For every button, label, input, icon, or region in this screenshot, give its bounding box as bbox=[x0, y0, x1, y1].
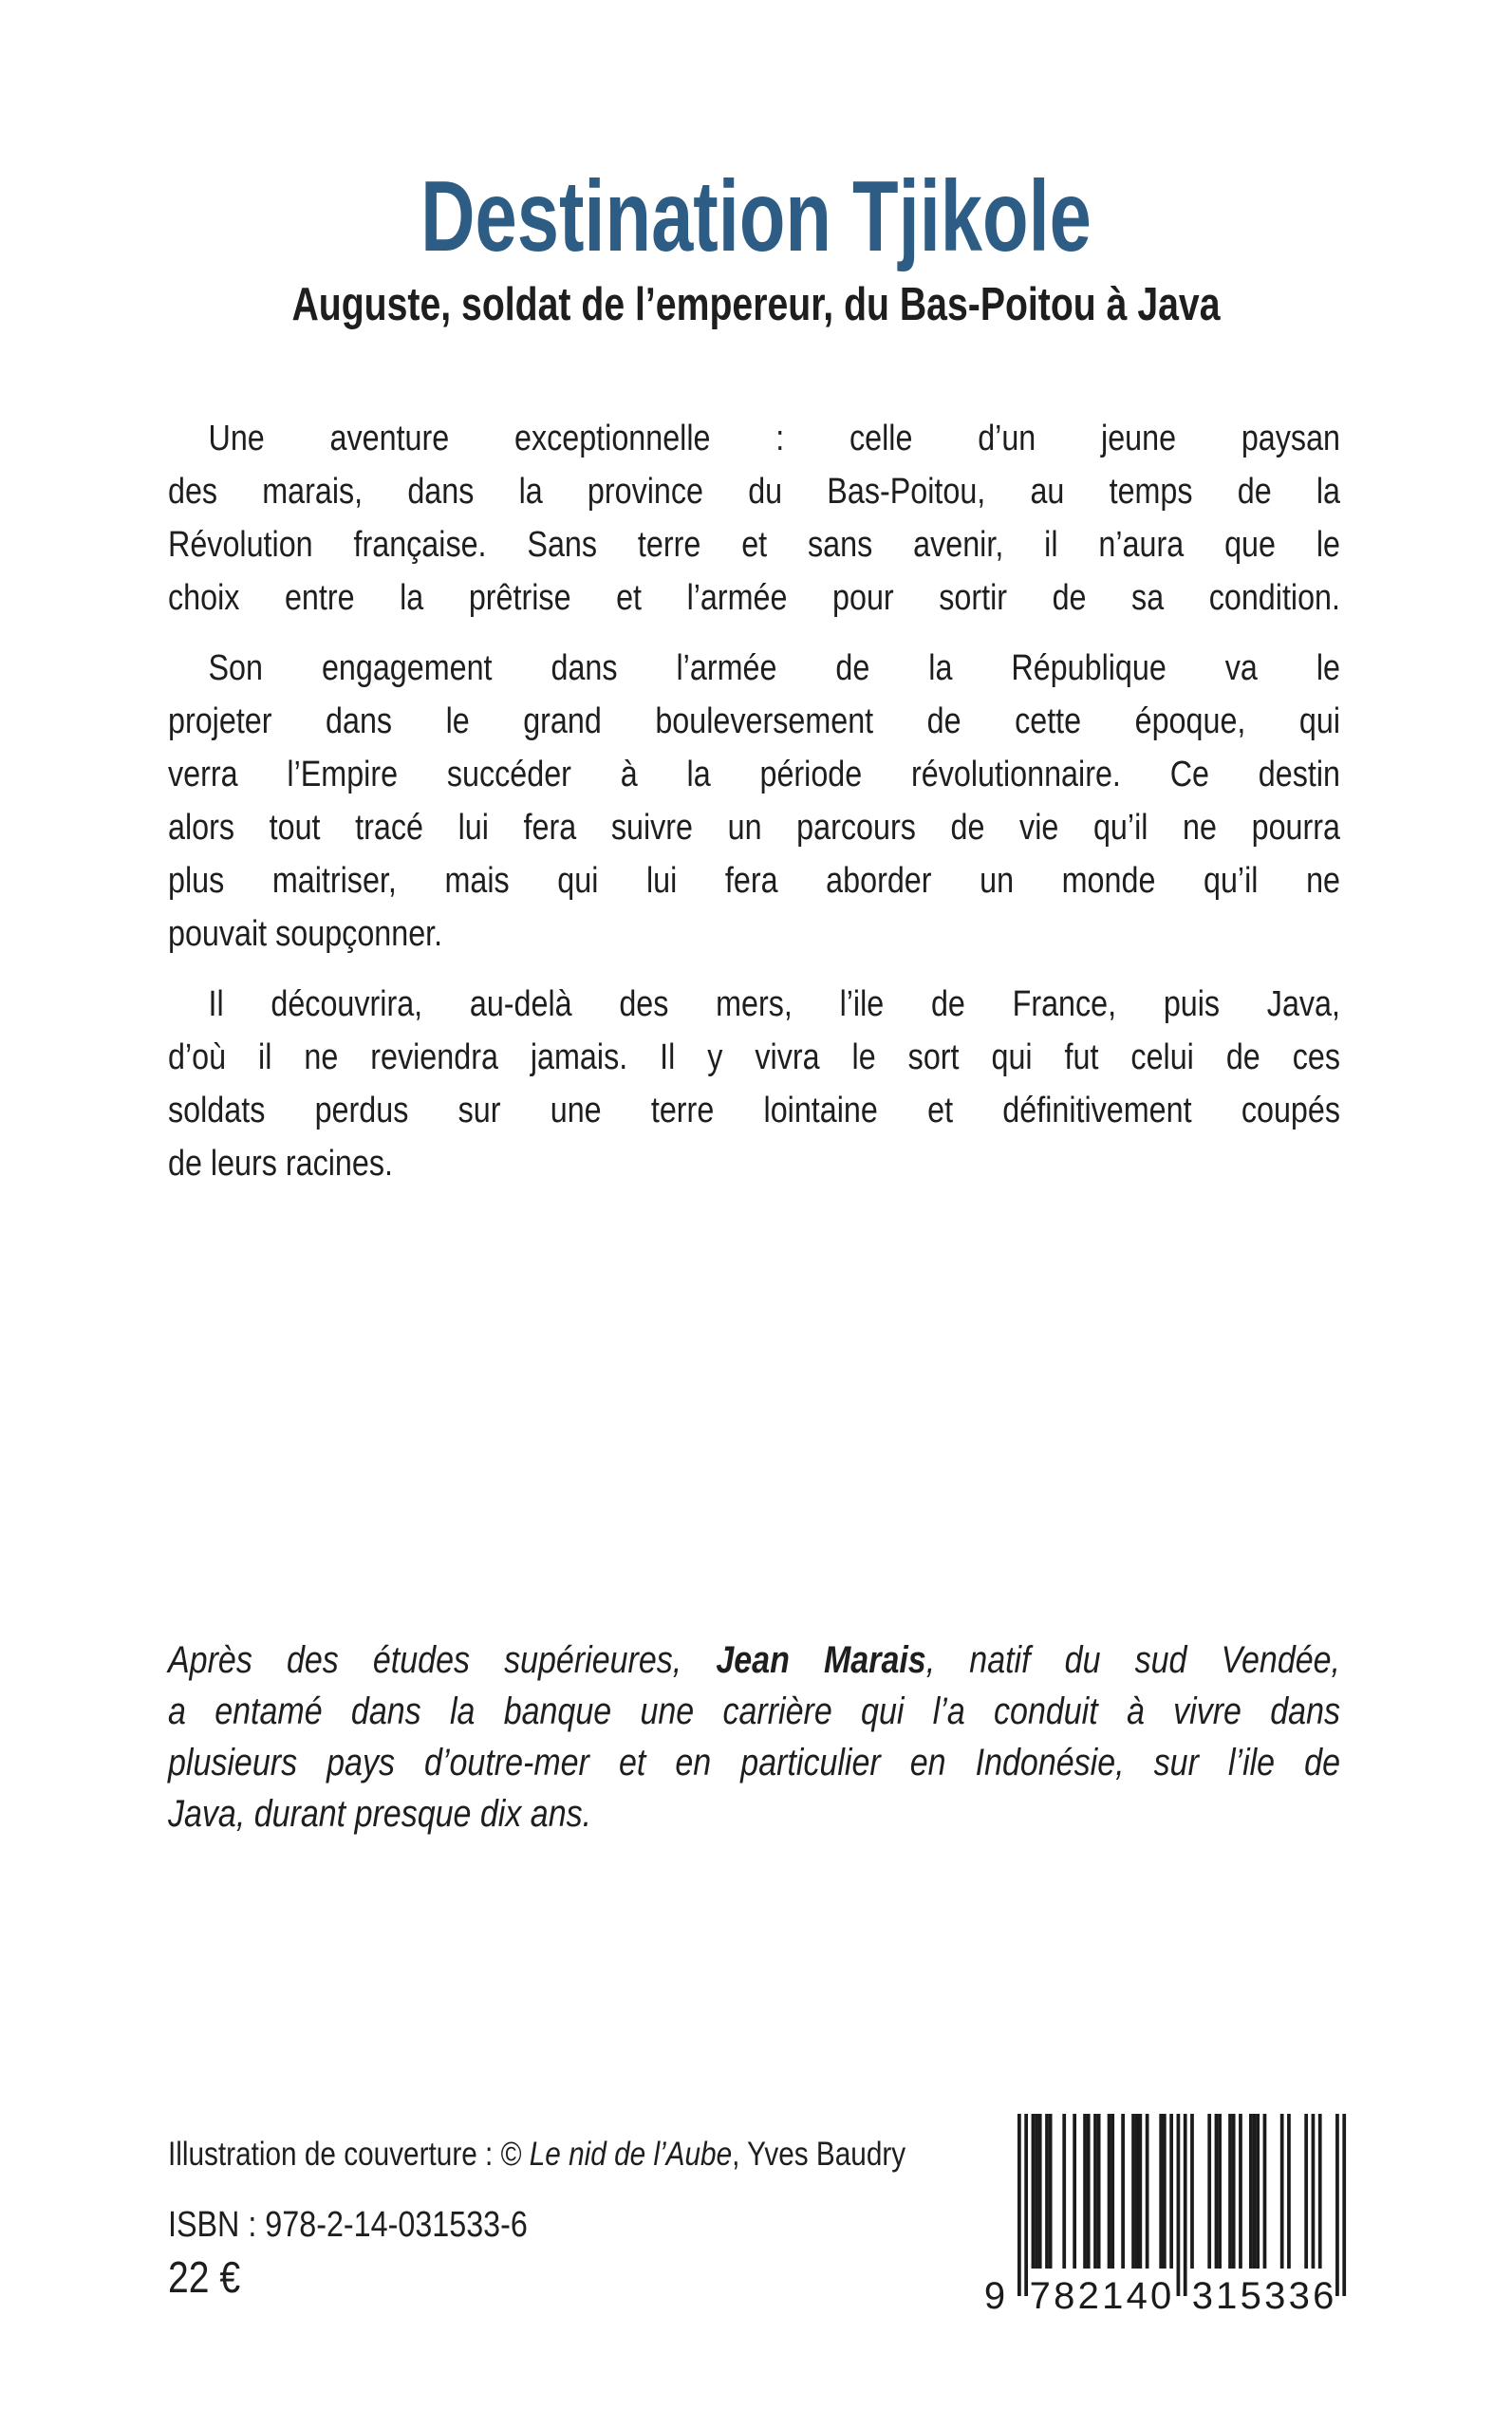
book-subtitle: Auguste, soldat de l’empereur, du Bas-Poitou à Java bbox=[291, 278, 1221, 330]
svg-text:6: 6 bbox=[1313, 2275, 1335, 2317]
synopsis-paragraph bbox=[168, 412, 1340, 625]
svg-text:9: 9 bbox=[983, 2275, 1006, 2317]
price-text bbox=[168, 2251, 737, 2304]
synopsis-text-column bbox=[168, 412, 1340, 1190]
svg-text:4: 4 bbox=[1126, 2275, 1148, 2317]
svg-text:0: 0 bbox=[1149, 2275, 1172, 2317]
svg-text:8: 8 bbox=[1054, 2275, 1075, 2317]
author-bio-text bbox=[168, 1634, 1340, 1839]
text-line: des marais, dans la province du Bas-Poitou, au temps de la bbox=[168, 472, 1340, 512]
text-line: projeter dans le grand bouleversement de cette époque, qui bbox=[168, 701, 1340, 741]
svg-text:3: 3 bbox=[1264, 2275, 1286, 2317]
book-title: Destination Tjikole bbox=[420, 160, 1092, 273]
synopsis-paragraph bbox=[168, 978, 1340, 1190]
text-line: Révolution française. Sans terre et sans avenir, il n’aura que le bbox=[168, 525, 1340, 565]
svg-text:3: 3 bbox=[1288, 2275, 1310, 2317]
price-value: 22 € bbox=[168, 2252, 241, 2302]
text-line: soldats perdus sur une terre lointaine et définitivement coupés bbox=[168, 1091, 1340, 1130]
isbn-value: ISBN : 978-2-14-031533-6 bbox=[168, 2205, 528, 2245]
text-line: plus maitriser, mais qui lui fera aborder un monde qu’il ne bbox=[168, 861, 1340, 901]
text-line: Après des études supérieures, Jean Marais, natif du sud Vendée, bbox=[168, 1639, 1340, 1681]
text-line: Il découvrira, au-delà des mers, l’ile de France, puis Java, bbox=[208, 984, 1340, 1024]
illustration-credit-text: Illustration de couverture : © Le nid de l’Aube, Yves Baudry bbox=[168, 2136, 906, 2173]
author-bio bbox=[168, 1634, 1340, 1839]
svg-text:3: 3 bbox=[1191, 2275, 1214, 2317]
text-line: d’où il ne reviendra jamais. Il y vivra le sort qui fut celui de ces bbox=[168, 1037, 1340, 1077]
text-line: alors tout tracé lui fera suivre un parcours de vie qu’il ne pourra bbox=[168, 808, 1340, 848]
text-line: pouvait soupçonner. bbox=[168, 914, 443, 954]
text-line: verra l’Empire succéder à la période révolutionnaire. Ce destin bbox=[168, 755, 1340, 794]
synopsis bbox=[168, 412, 1340, 1207]
text-line: Son engagement dans l’armée de la République va le bbox=[208, 648, 1340, 688]
text-line: Une aventure exceptionnelle : celle d’un jeune paysan bbox=[208, 419, 1340, 458]
text-line: plusieurs pays d’outre-mer et en particulier en Indonésie, sur l’ile de bbox=[168, 1742, 1340, 1783]
text-line: Java, durant presque dix ans. bbox=[168, 1793, 592, 1835]
isbn-text bbox=[168, 2204, 1022, 2248]
svg-text:1: 1 bbox=[1102, 2275, 1124, 2317]
svg-text:5: 5 bbox=[1240, 2275, 1261, 2317]
text-line: de leurs racines. bbox=[168, 1144, 393, 1184]
barcode-svg bbox=[982, 2114, 1353, 2318]
text-line: choix entre la prêtrise et l’armée pour sortir de sa condition. bbox=[168, 578, 1340, 618]
svg-text:1: 1 bbox=[1216, 2275, 1238, 2317]
svg-text:7: 7 bbox=[1029, 2275, 1051, 2317]
svg-text:2: 2 bbox=[1077, 2275, 1099, 2317]
ean13-barcode bbox=[982, 2114, 1353, 2318]
synopsis-paragraph bbox=[168, 642, 1340, 961]
text-line: a entamé dans la banque une carrière qui l’a conduit à vivre dans bbox=[168, 1690, 1340, 1732]
